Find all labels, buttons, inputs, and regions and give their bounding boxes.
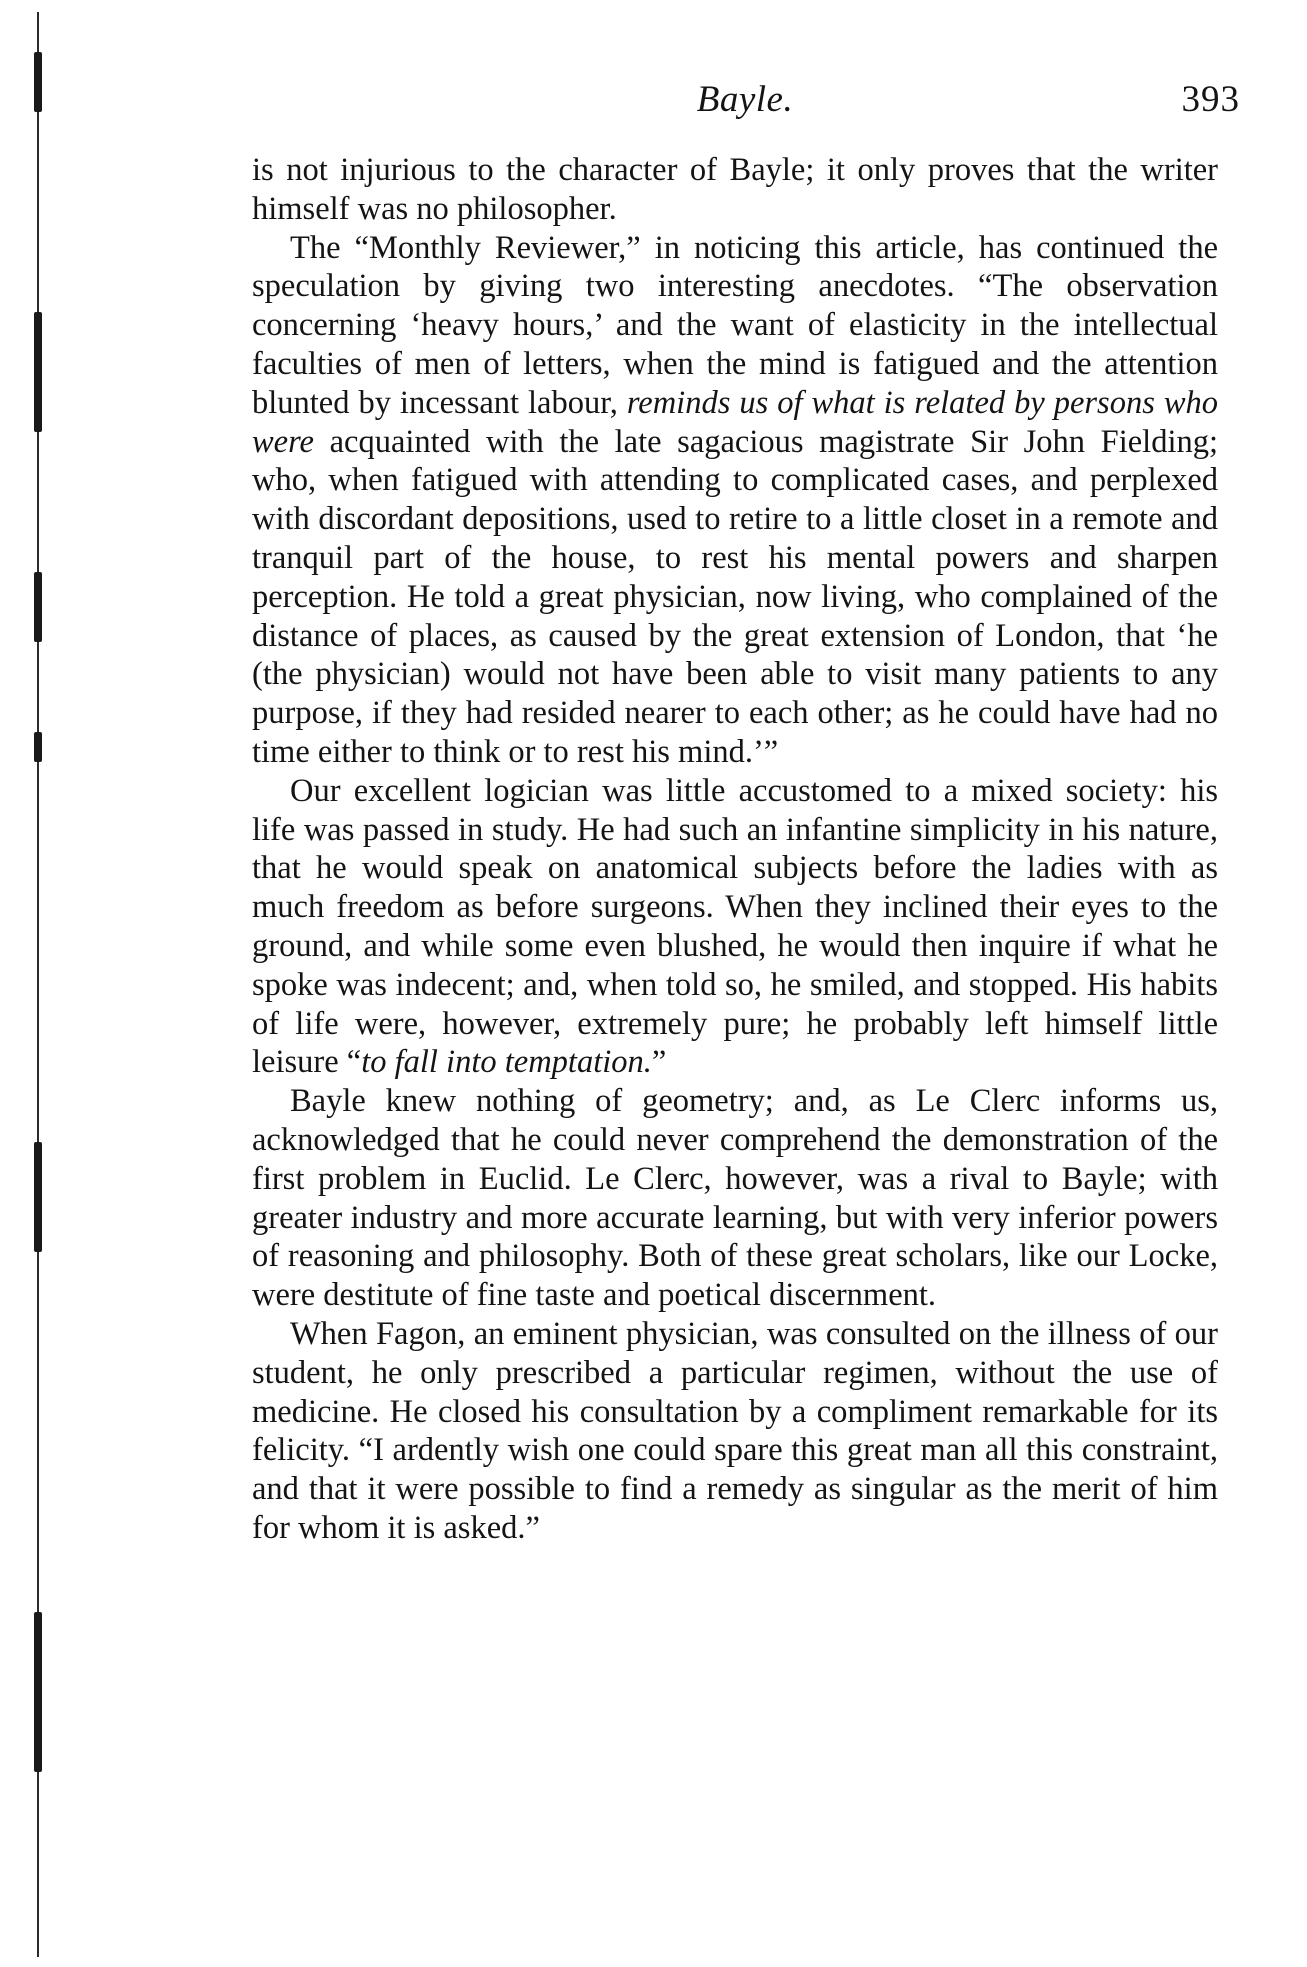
paragraph-text: is not injurious to the character of Bayle; it only proves that the writer himself was no philosopher. [252, 152, 1218, 227]
paragraph [252, 229, 1218, 772]
gutter-mark [34, 572, 42, 642]
running-title: Bayle. [696, 79, 794, 120]
gutter-mark [34, 1612, 42, 1772]
binding-gutter [34, 12, 42, 1957]
paragraph [252, 151, 1218, 229]
gutter-mark [34, 312, 42, 432]
paragraph-text: ” [651, 1044, 667, 1081]
paragraph-italic-text: reminds us of what is related by persons who were [252, 384, 1218, 460]
page-header [250, 78, 1240, 138]
paragraph-text: When Fagon, an eminent physician, was consulted on the illness of our student, he only prescribed a particular regimen, without the use of medicine. He closed his consultation by a compliment remarkable for its felicity. “I ardently wish one could spare this great man all this constraint, and that it were possible to find a remedy as singular as the merit of him for whom it is asked.” [252, 1315, 1218, 1546]
gutter-mark [34, 732, 42, 762]
paragraph [252, 772, 1218, 1082]
paragraph [252, 1315, 1218, 1548]
gutter-mark [34, 1142, 42, 1252]
paragraph-italic-text: to fall into temptation. [361, 1044, 652, 1081]
paragraph-text: acquainted with the late sagacious magistrate Sir John Fielding; who, when fatigued with attending to complicated cases, and perplexed with discordant depositions, used to retire to a little closet in a remote and tranquil part of the house, to rest his mental powers and sharpen perception. He told a great physician, now living, who complained of the distance of places, as caused by the great extension of London, that ‘he (the physician) would not have been able to visit many patients to any purpose, if they had resided nearer to each other; as he could have had no time either to think or to rest his mind.’” [252, 423, 1218, 770]
page-number: 393 [1181, 79, 1240, 120]
paragraph-text: Bayle knew nothing of geometry; and, as Le Clerc informs us, acknowledged that he could never comprehend the demonstration of the first problem in Euclid. Le Clerc, however, was a rival to Bayle; with greater industry and more accurate learning, but with very inferior powers of reasoning and philosophy. Both of these great scholars, like our Locke, were destitute of fine taste and poetical discernment. [252, 1083, 1218, 1314]
gutter-mark [34, 52, 42, 112]
paragraph [252, 1082, 1218, 1315]
paragraph-text: Our excellent logician was little accustomed to a mixed society: his life was passed in study. He had such an infantine simplicity in his nature, that he would speak on anatomical subjects before the ladies with as much freedom as before surgeons. When they inclined their eyes to the ground, and while some even blushed, he would then inquire if what he spoke was indecent; and, when told so, he smiled, and stopped. His habits of life were, however, extremely pure; he probably left himself little leisure “ [252, 772, 1218, 1081]
paragraph-text: The “Monthly Reviewer,” in noticing this article, has continued the speculation by giving two interesting anecdotes. “The observation concerning ‘heavy hours,’ and the want of elasticity in the intellectual faculties of men of letters, when the mind is fatigued and the attention blunted by incessant labour, [252, 229, 1218, 421]
body-text [252, 151, 1218, 1548]
